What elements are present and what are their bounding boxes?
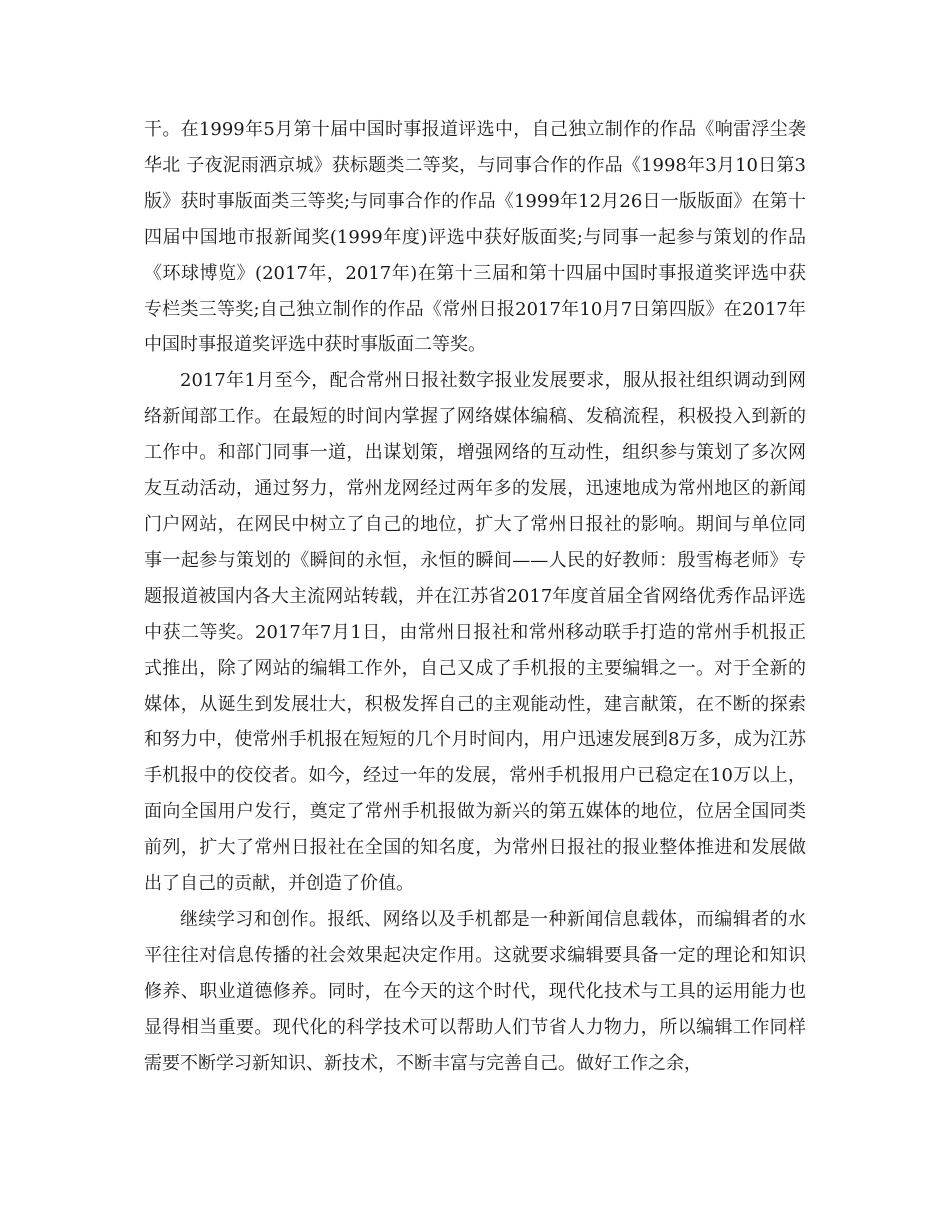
document-body — [144, 112, 806, 1081]
paragraph-network-news-work: 2017年1月至今，配合常州日报社数字报业发展要求，服从报社组织调动到网络新闻部工作。在最短的时间内掌握了网络媒体编稿、发稿流程，积极投入到新的工作中。和部门同事一道，出谋划策，增强网络的互动性，组织参与策划了多次网友互动活动，通过努力，常州龙网经过两年多的发展，迅速地成为常州地区的新闻门户网站，在网民中树立了自己的地位，扩大了常州日报社的影响。期间与单位同事一起参与策划的《瞬间的永恒，永恒的瞬间——人民的好教师：殷雪梅老师》专题报道被国内各大主流网站转载，并在江苏省2017年度首届全省网络优秀作品评选中获二等奖。2017年7月1日，由常州日报社和常州移动联手打造的常州手机报正式推出，除了网站的编辑工作外，自己又成了手机报的主要编辑之一。对于全新的媒体，从诞生到发展壮大，积极发挥自己的主观能动性，建言献策，在不断的探索和努力中，使常州手机报在短短的几个月时间内，用户迅速发展到8万多，成为江苏手机报中的佼佼者。如今，经过一年的发展，常州手机报用户已稳定在10万以上，面向全国用户发行，奠定了常州手机报做为新兴的第五媒体的地位，位居全国同类前列，扩大了常州日报社在全国的知名度，为常州日报社的报业整体推进和发展做出了自己的贡献，并创造了价值。 — [144, 370, 806, 895]
paragraph-awards-continued: 干。在1999年5月第十届中国时事报道评选中，自己独立制作的作品《响雷浮尘袭华北 子夜泥雨洒京城》获标题类二等奖，与同事合作的作品《1998年3月10日第3版》获时事版面类三等奖;与同事合作的作品《1999年12月26日一版版面》在第十四届中国地市报新闻奖(1999年度)评选中获好版面奖;与同事一起参与策划的作品《环球博览》(2017年，2017年)在第十三届和第十四届中国时事报道奖评选中获专栏类三等奖;自己独立制作的作品《常州日报2017年10月7日第四版》在2017年中国时事报道奖评选中获时事版面二等奖。 — [144, 119, 806, 356]
paragraph-continued-learning: 继续学习和创作。报纸、网络以及手机都是一种新闻信息载体，而编辑者的水平往往对信息传播的社会效果起决定作用。这就要求编辑要具备一定的理论和知识修养、职业道德修养。同时，在今天的这个时代，现代化技术与工具的运用能力也显得相当重要。现代化的科学技术可以帮助人们节省人力物力，所以编辑工作同样需要不断学习新知识、新技术，不断丰富与完善自己。做好工作之余， — [144, 908, 806, 1074]
